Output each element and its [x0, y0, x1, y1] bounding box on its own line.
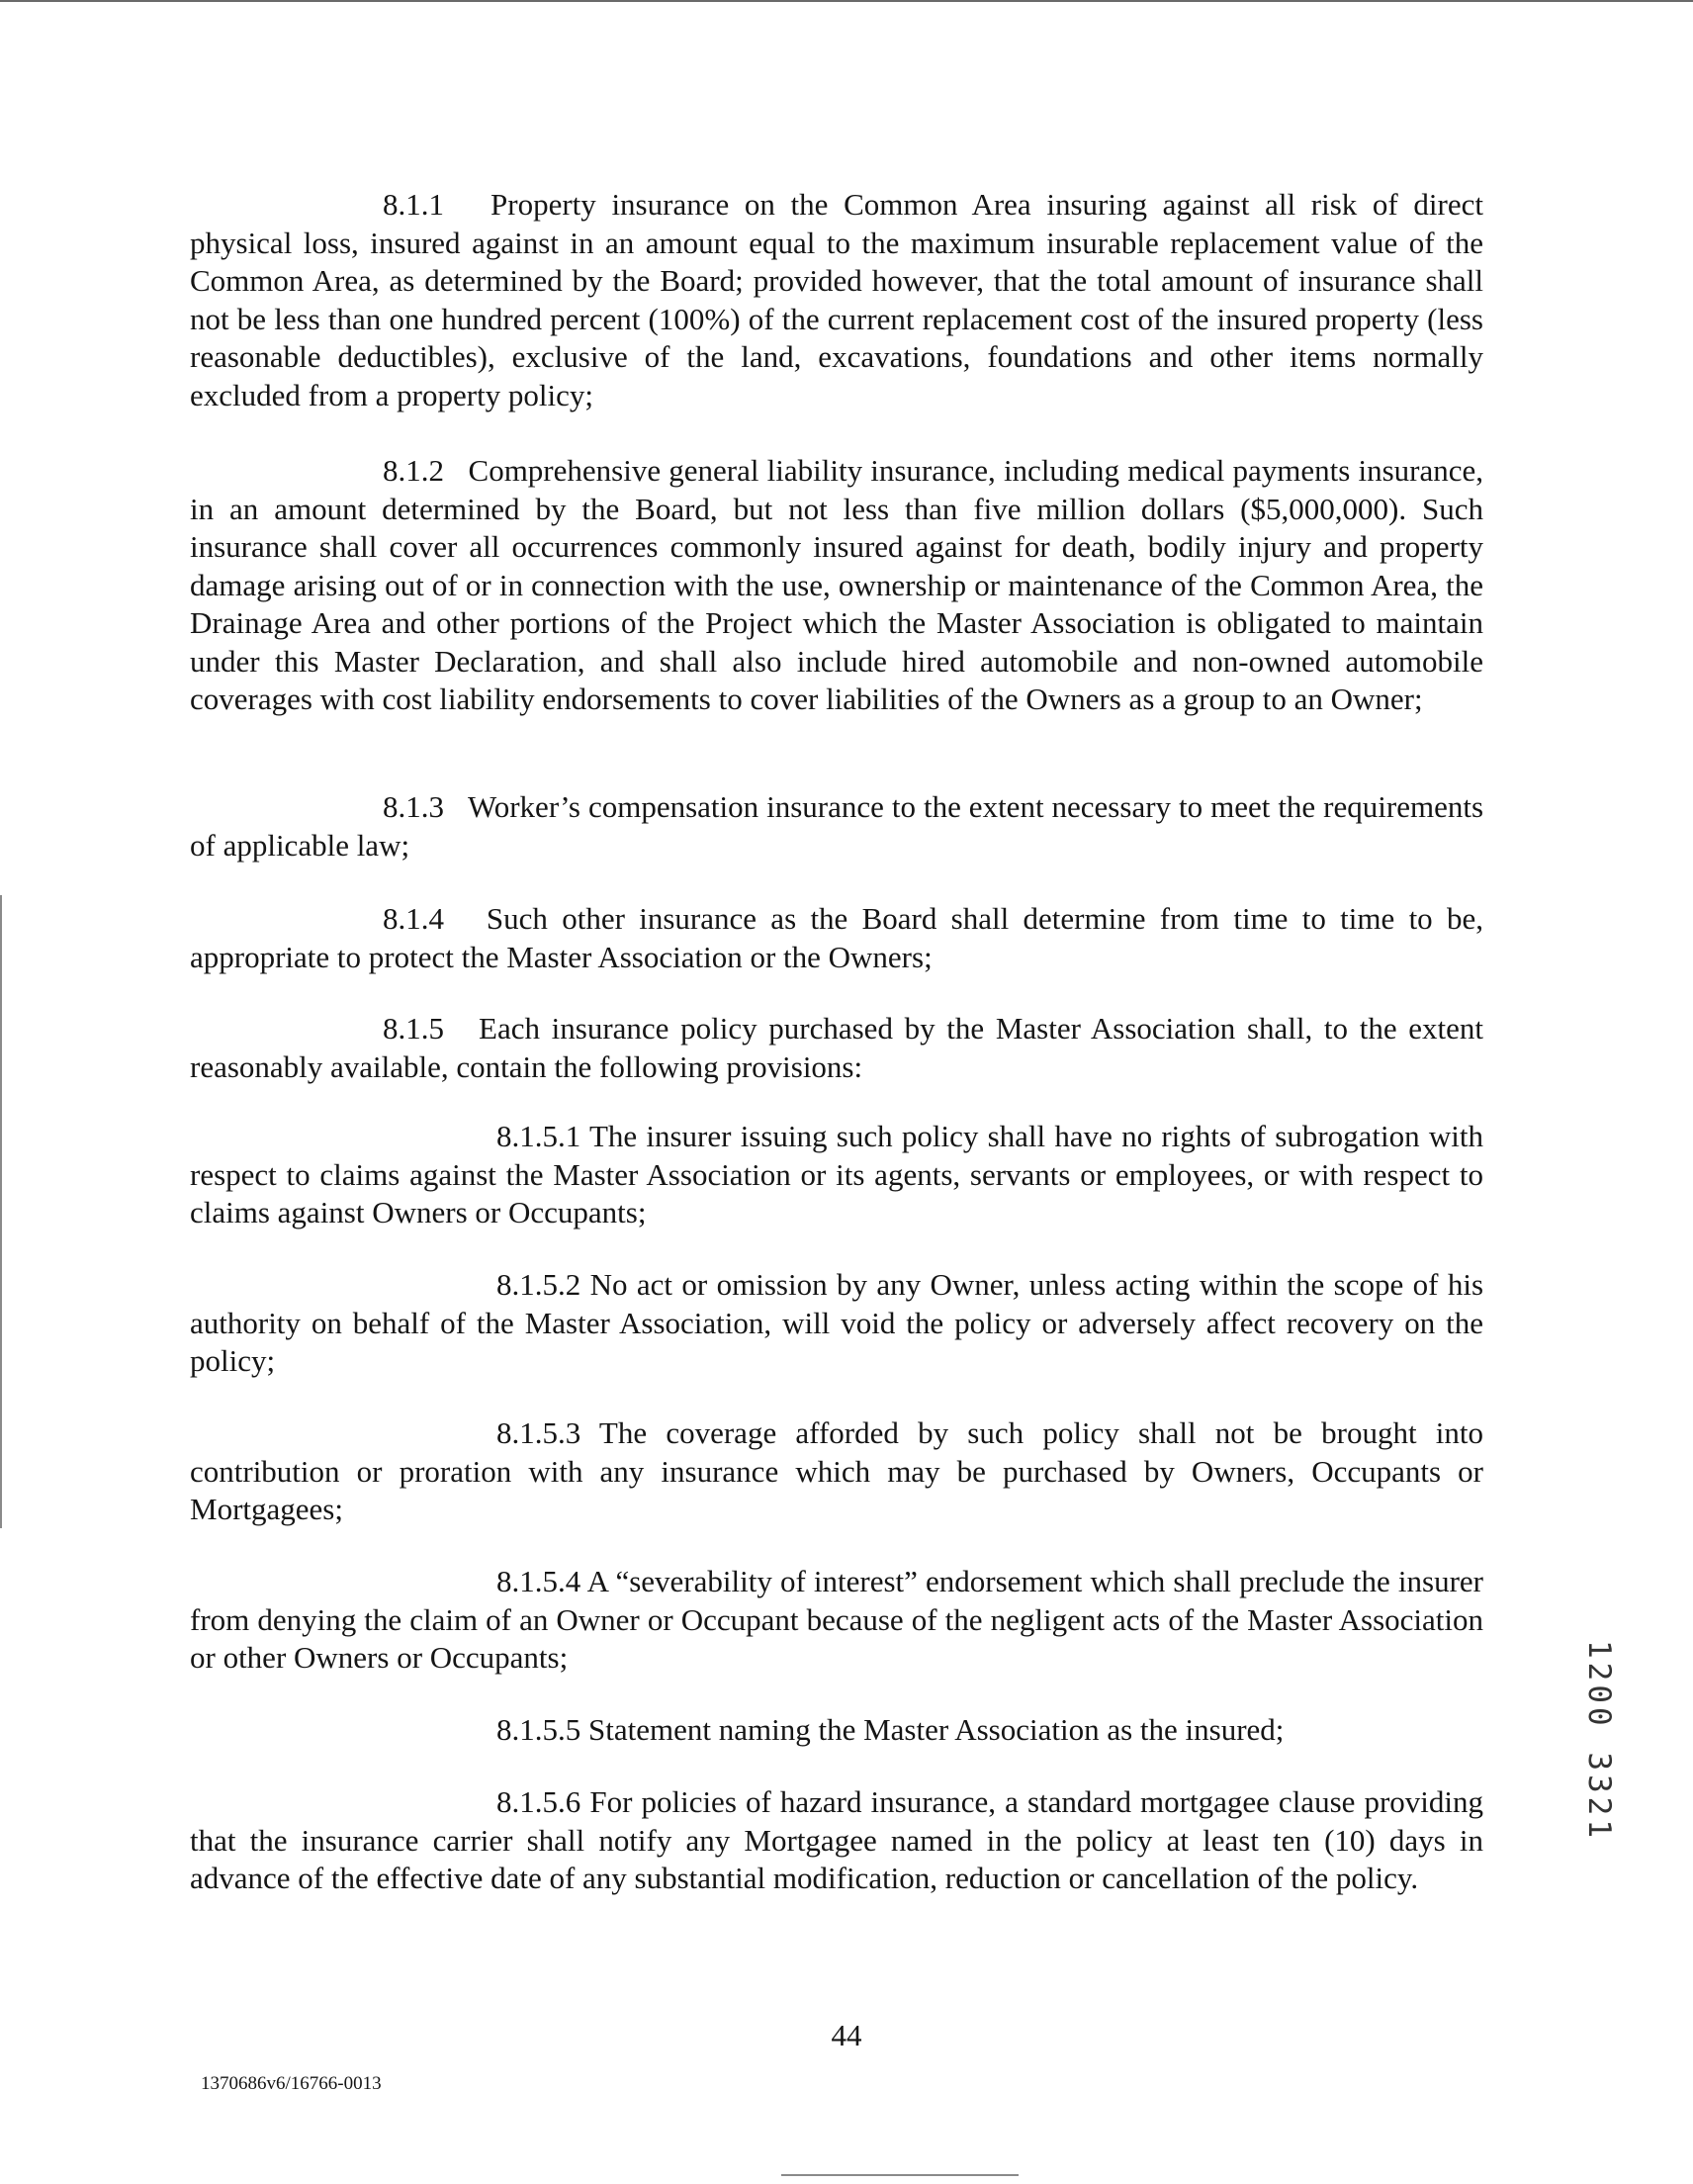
section-text: Worker’s compensation insurance to the extent necessary to meet the requirements of applicable law;	[190, 789, 1484, 863]
section-text: Each insurance policy purchased by the Master Association shall, to the extent reasonably available, contain the following provisions:	[190, 1011, 1483, 1084]
page-number: 44	[831, 2018, 862, 2052]
section-text: The insurer issuing such policy shall have no rights of subrogation with respect to claims against the Master Association or its agents, servants or employees, or with respect to claims against Owners or Occupants;	[190, 1119, 1483, 1229]
section-number: 8.1.3	[383, 789, 444, 824]
paragraph-8-1-1	[190, 186, 1483, 414]
paragraph-8-1-5-1	[190, 1118, 1483, 1232]
paragraph-8-1-5-2	[190, 1266, 1483, 1381]
section-text: Statement naming the Master Association as the insured;	[588, 1712, 1285, 1747]
section-number: 8.1.5.1	[496, 1119, 581, 1153]
section-number: 8.1.5	[383, 1011, 444, 1046]
scan-bottom-edge-mark	[781, 2174, 1019, 2176]
section-number: 8.1.5.3	[496, 1415, 581, 1450]
paragraph-8-1-5-6	[190, 1783, 1483, 1898]
section-number: 8.1.5.5	[496, 1712, 581, 1747]
section-text: Comprehensive general liability insurance, including medical payments insurance, in an amount determined by the Board, but not less than five million dollars ($5,000,000). Such insurance shall cover all occurrences commonly insured against for death, bodily injury and property damage arising out of or in connection with the use, ownership or maintenance of the Common Area, the Drainage Area and other portions of the Project which the Master Association is obligated to maintain under this Master Declaration, and shall also include hired automobile and non-owned automobile coverages with cost liability endorsements to cover liabilities of the Owners as a group to an Owner;	[190, 453, 1484, 716]
paragraph-8-1-5-3	[190, 1414, 1483, 1529]
document-id: 1370686v6/16766-0013	[201, 2073, 382, 2094]
scan-top-edge	[0, 0, 1693, 2]
section-text: Property insurance on the Common Area insuring against all risk of direct physical loss, insured against in an amount equal to the maximum insurable replacement value of the Common Area, as determined by the Board; provided however, that the total amount of insurance shall not be less than one hundred percent (100%) of the current replacement cost of the insured property (less reasonable deductibles), exclusive of the land, excavations, foundations and other items normally excluded from a property policy;	[190, 187, 1483, 412]
paragraph-8-1-4	[190, 900, 1483, 976]
section-number: 8.1.5.4	[496, 1564, 581, 1598]
scan-left-edge-mark	[0, 895, 2, 1528]
side-stamp	[1569, 1610, 1629, 1872]
paragraph-8-1-2	[190, 452, 1483, 719]
section-text: Such other insurance as the Board shall determine from time to time to be, appropriate to protect the Master Association or the Owners;	[190, 901, 1484, 974]
section-text: No act or omission by any Owner, unless acting within the scope of his authority on behalf of the Master Association, will void the policy or adversely affect recovery on the policy;	[190, 1267, 1484, 1378]
paragraph-8-1-5-4	[190, 1563, 1483, 1678]
section-number: 8.1.5.2	[496, 1267, 581, 1302]
section-number: 8.1.5.6	[496, 1784, 581, 1819]
section-number: 8.1.2	[383, 453, 444, 488]
section-number: 8.1.4	[383, 901, 444, 936]
paragraph-8-1-3	[190, 788, 1483, 864]
paragraph-8-1-5-5	[190, 1711, 1483, 1750]
section-number: 8.1.1	[383, 187, 444, 222]
side-stamp-text: 1200 3321	[1581, 1640, 1617, 1842]
section-text: The coverage afforded by such policy shall not be brought into contribution or proration with any insurance which may be purchased by Owners, Occupants or Mortgagees;	[190, 1415, 1483, 1526]
paragraph-8-1-5	[190, 1010, 1483, 1086]
section-text: For policies of hazard insurance, a standard mortgagee clause providing that the insurance carrier shall notify any Mortgagee named in the policy at least ten (10) days in advance of the effective date of any substantial modification, reduction or cancellation of the policy.	[190, 1784, 1484, 1895]
section-text: A “severability of interest” endorsement which shall preclude the insurer from denying the claim of an Owner or Occupant because of the negligent acts of the Master Association or other Owners or Occupants;	[190, 1564, 1484, 1675]
